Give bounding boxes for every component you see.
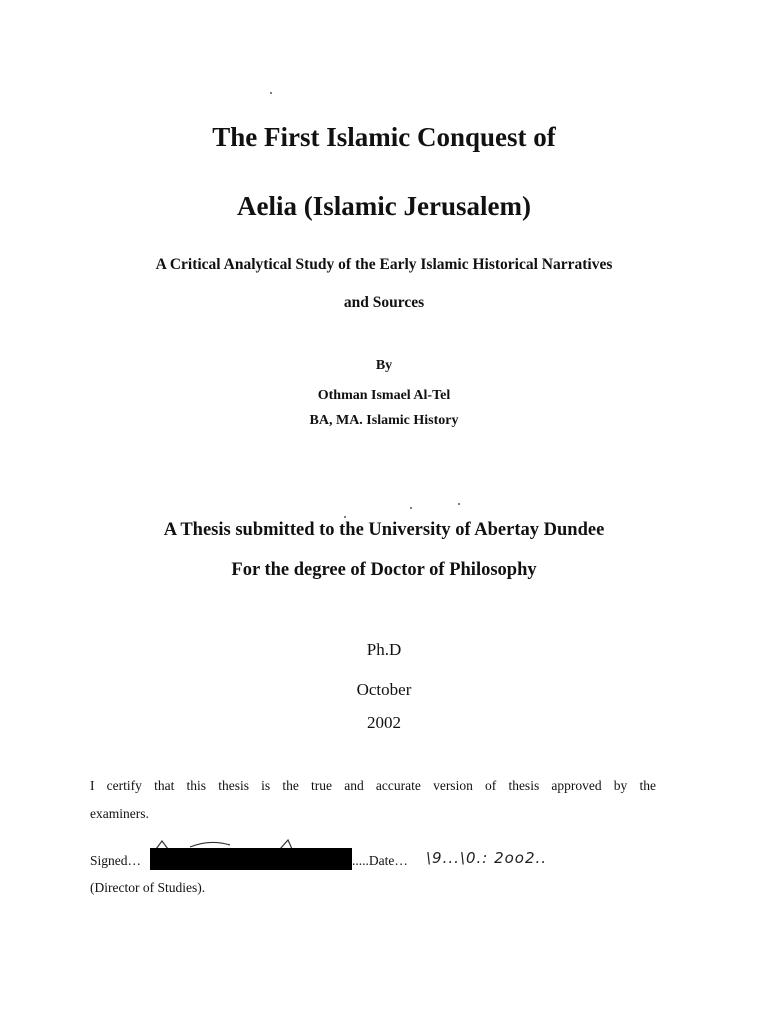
by-label: By [375, 358, 393, 373]
handwritten-date: \9...\0.: 2oo2.. [426, 849, 548, 867]
date-label: .....Date… [352, 853, 408, 868]
submission-year: 2002 [367, 713, 401, 732]
director-of-studies-label: (Director of Studies). [90, 880, 206, 895]
scan-speck [344, 516, 346, 518]
redacted-signature-block [150, 848, 352, 870]
subtitle-line-2: and Sources [343, 294, 425, 311]
submission-line-2: For the degree of Doctor of Philosophy [231, 560, 537, 580]
author-name: Othman Ismael Al-Tel [317, 388, 451, 403]
scan-speck [410, 507, 412, 509]
submission-line-1: A Thesis submitted to the University of Abertay Dundee [163, 520, 605, 540]
degree-abbreviation: Ph.D [366, 640, 402, 659]
thesis-title-line-2: Aelia (Islamic Jerusalem) [237, 191, 531, 221]
scan-speck [270, 92, 272, 94]
thesis-title-line-1: The First Islamic Conquest of [212, 122, 556, 152]
scan-speck [458, 503, 460, 505]
submission-month: October [356, 680, 412, 699]
certification-statement-line-1: I certify that this thesis is the true and accurate version of thesis approved by the [90, 778, 656, 793]
signed-label: Signed… [90, 853, 142, 868]
certification-statement-line-2: examiners. [90, 806, 149, 821]
subtitle-line-1: A Critical Analytical Study of the Early Islamic Historical Narratives [155, 256, 613, 273]
author-degrees: BA, MA. Islamic History [309, 413, 459, 428]
